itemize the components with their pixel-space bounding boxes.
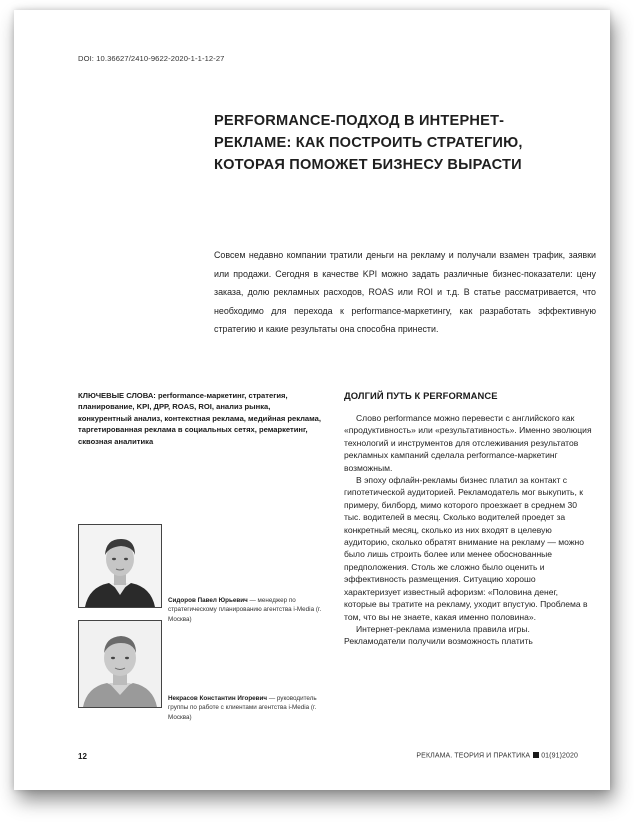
paragraph: Слово performance можно перевести с английского как «продуктивность» или «результативность». Именно эволюция технологий и инструментов для отслеживания результатов рекламных кампаний сделала performance-маркетинг возможным. <box>344 413 592 473</box>
section-heading: ДОЛГИЙ ПУТЬ К PERFORMANCE <box>344 390 498 401</box>
author-name: Некрасов Константин Игоревич <box>168 695 268 702</box>
page-number: 12 <box>78 752 87 761</box>
journal-name: РЕКЛАМА. ТЕОРИЯ И ПРАКТИКА <box>416 752 531 760</box>
author-photo <box>78 620 162 708</box>
abstract: Совсем недавно компании тратили деньги на рекламу и получали взамен трафик, заявки или продажи. Сегодня в качестве KPI можно задать различные бизнес-показатели: цену заказа, долю рекламных расходов, ROAS или ROI и т.д. В статье рассматривается, что необходимо для перехода к performance-маркетингу, как разработать эффективную стратегию и какие результаты она способна принести. <box>214 250 596 335</box>
author-role: — руководитель группы по работе с клиентами агентства i-Media (г. Москва) <box>168 695 317 721</box>
journal-footer <box>416 752 578 760</box>
paragraph: Интернет-реклама изменила правила игры. Рекламодатели получили возможность платить <box>344 623 533 647</box>
article-title: PERFORMANCE-ПОДХОД В ИНТЕРНЕТ-РЕКЛАМЕ: КАК ПОСТРОИТЬ СТРАТЕГИЮ, КОТОРАЯ ПОМОЖЕТ БИЗНЕСУ ВЫРАСТИ <box>214 113 523 173</box>
keywords: КЛЮЧЕВЫЕ СЛОВА: performance-маркетинг, стратегия, планирование, KPI, ДРР, ROAS, ROI, анализ рынка, конкурентный анализ, контекстная реклама, медийная реклама, таргетированная реклама в социальных сетях, ремаркетинг, сквозная аналитика <box>78 391 322 446</box>
author-caption <box>168 694 338 722</box>
journal-issue: 01(91)2020 <box>541 752 578 760</box>
doi-line: DOI: 10.36627/2410-9622-2020-1-1-12-27 <box>78 54 225 63</box>
person-portrait-icon <box>79 621 161 707</box>
author-role: — менеджер по стратегическому планированию агентства i-Media (г. Москва) <box>168 597 322 623</box>
square-bullet-icon <box>533 752 539 758</box>
person-portrait-icon <box>79 525 161 607</box>
author-name: Сидоров Павел Юрьевич <box>168 597 248 604</box>
author-photo <box>78 524 162 608</box>
paragraph: В эпоху офлайн-рекламы бизнес платил за контакт с гипотетической аудиторией. Рекламодатель мог выкупить, к примеру, билборд, мимо которого проезжает в среднем 30 тыс. водителей в месяц. Сколько водителей проедет за конкретный месяц, сколько из них входят в целевую аудиторию, сколько обратят внимание на рекламу — можно было лишь строить более или менее обоснованные предположения. Столь же сложно было оценить и эффективность размещения. Ситуацию хорошо характеризует известный афоризм: «Половина денег, которые вы тратите на рекламу, уходит впустую. Проблема в том, что вы не знаете, какая именно половина». <box>344 475 588 622</box>
article-page <box>14 10 610 790</box>
author-caption <box>168 596 338 624</box>
body-text <box>344 412 592 648</box>
